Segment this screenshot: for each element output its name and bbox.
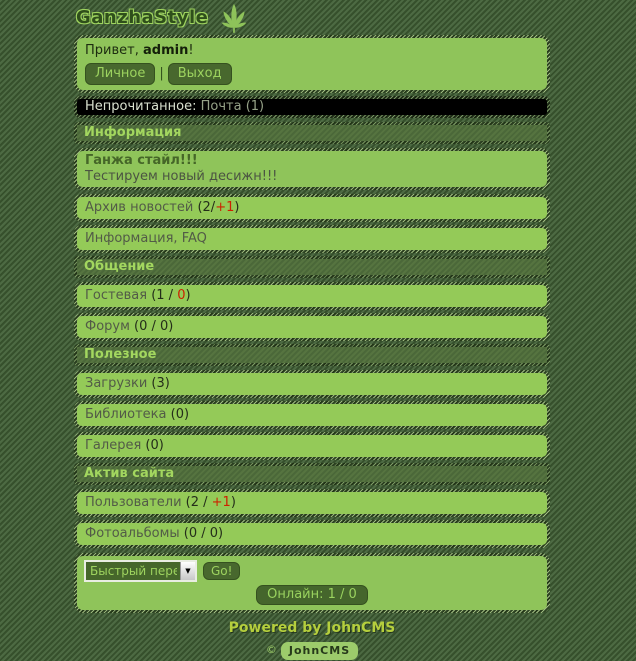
menu-item-forum[interactable]: [74, 313, 550, 341]
count-new: +1: [211, 495, 231, 510]
quick-jump-select-wrap[interactable]: [84, 560, 197, 582]
menu-item-label: Фотоальбомы: [85, 526, 180, 541]
news-body: Тестируем новый десижн!!!: [85, 169, 278, 184]
menu-item-count: [141, 438, 164, 453]
unread-label: Непрочитанное:: [85, 99, 201, 114]
menu-item-count: [147, 288, 190, 303]
count-post: ): [230, 495, 236, 510]
menu-item-label: Библиотека: [85, 407, 167, 422]
unread-mail-link[interactable]: Почта (1): [200, 99, 265, 114]
quick-jump-select[interactable]: [86, 562, 195, 580]
menu-item-label: Архив новостей: [85, 200, 194, 215]
count-pre: (2/: [193, 200, 216, 215]
menu-item-label: Загрузки: [85, 376, 148, 391]
button-separator: |: [159, 66, 164, 81]
greeting-text: [85, 43, 539, 59]
personal-button[interactable]: Личное: [85, 63, 155, 85]
user-menu: [85, 63, 539, 85]
menu-item-guestbook[interactable]: [74, 282, 550, 310]
menu-item-count: [180, 526, 223, 541]
section-header-site-activity: Актив сайта: [74, 463, 550, 485]
count-pre: (0): [141, 438, 164, 453]
count-pre: (2 /: [181, 495, 212, 510]
count-post: ): [234, 200, 240, 215]
menu-item-library[interactable]: [74, 401, 550, 429]
menu-item-count: [130, 319, 173, 334]
menu-item-count: [193, 200, 239, 215]
greeting-suffix: !: [188, 43, 194, 58]
menu-item-count: [147, 376, 170, 391]
cannabis-leaf-icon: [216, 3, 252, 33]
page-container: [74, 0, 550, 660]
site-logo-text: GanzhaStyle: [76, 7, 209, 28]
count-pre: (0 / 0): [129, 319, 174, 334]
menu-item-label: Информация, FAQ: [85, 231, 207, 246]
section-header-information: Информация: [74, 122, 550, 144]
count-pre: (0 / 0): [179, 526, 224, 541]
count-pre: (1 /: [147, 288, 178, 303]
chevron-down-icon[interactable]: ▼: [180, 562, 195, 580]
username: admin: [142, 43, 189, 58]
count-new: 0: [177, 288, 186, 303]
count-pre: (0): [166, 407, 190, 422]
menu-item-downloads[interactable]: [74, 370, 550, 398]
go-button[interactable]: Go!: [203, 562, 240, 580]
menu-item-users[interactable]: [74, 489, 550, 517]
copyright-icon: ©: [265, 643, 277, 656]
menu-item-gallery[interactable]: [74, 432, 550, 460]
quick-jump-panel: [74, 553, 550, 613]
menu-item-info-faq[interactable]: [74, 225, 550, 253]
count-pre: (3): [147, 376, 170, 391]
greeting-prefix: Привет,: [85, 43, 143, 58]
johncms-link[interactable]: JohnCMS: [281, 642, 358, 660]
section-header-communication: Общение: [74, 256, 550, 278]
count-new: +1: [215, 200, 235, 215]
menu-item-label: Пользователи: [85, 495, 182, 510]
news-title: Ганжа стайл!!!: [85, 153, 198, 168]
section-header-useful: Полезное: [74, 344, 550, 366]
menu-item-count: [167, 407, 190, 422]
menu-item-photoalbums[interactable]: [74, 520, 550, 548]
powered-by-text: Powered by JohnCMS: [228, 620, 396, 636]
greeting-panel: [74, 35, 550, 93]
site-logo: [74, 3, 550, 33]
online-badge[interactable]: Онлайн: 1 / 0: [256, 585, 368, 605]
menu-item-news-archive[interactable]: [74, 194, 550, 222]
count-post: ): [185, 288, 191, 303]
news-panel: [74, 148, 550, 190]
logout-button[interactable]: Выход: [168, 63, 232, 85]
copyright-line: [74, 642, 550, 660]
menu-item-label: Форум: [85, 319, 130, 334]
menu-item-count: [182, 495, 236, 510]
menu-item-label: Гостевая: [85, 288, 148, 303]
unread-bar: [74, 96, 550, 118]
menu-item-label: Галерея: [85, 438, 142, 453]
quick-jump-row: [84, 560, 540, 582]
